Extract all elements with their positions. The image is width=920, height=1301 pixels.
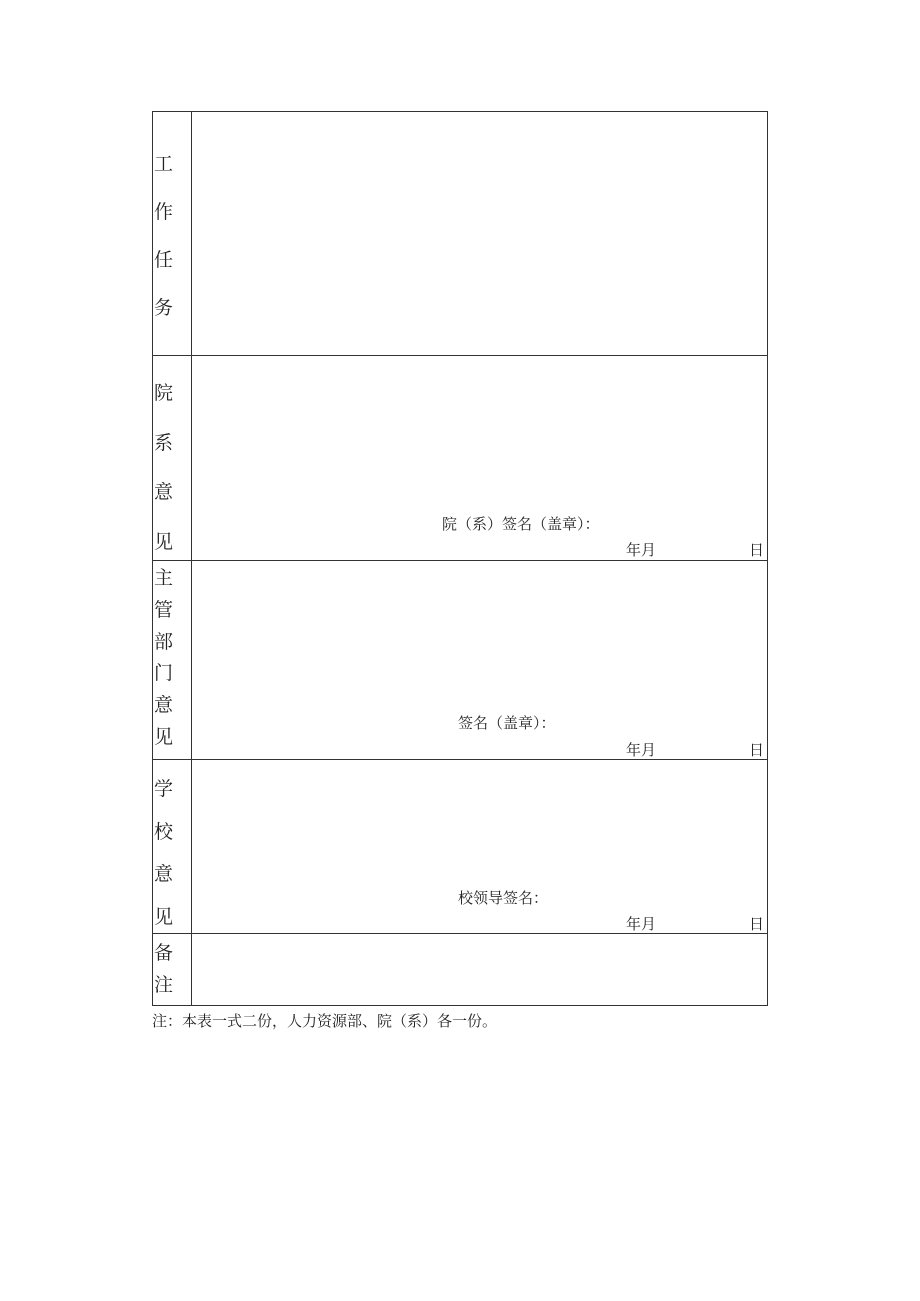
label-char: 部 (154, 630, 174, 653)
school-leader-signature-label: 校领导签名： (458, 889, 549, 907)
remarks-field[interactable] (192, 934, 767, 1005)
label-char: 校 (154, 820, 174, 843)
label-char: 意 (154, 863, 174, 886)
label-char: 工 (154, 152, 174, 175)
label-char: 学 (154, 778, 174, 800)
footnote: 注：本表一式二份，人力资源部、院（系）各一份。 (152, 1012, 498, 1030)
label-department-opinion (153, 356, 192, 560)
label-char: 见 (154, 905, 174, 928)
supervisor-opinion-field[interactable] (192, 561, 767, 759)
department-signature-label: 院（系）签名（盖章）： (442, 515, 600, 533)
label-char: 见 (154, 725, 174, 748)
label-char: 见 (154, 530, 174, 553)
label-char: 意 (154, 481, 174, 504)
label-char: 主 (154, 567, 174, 589)
row-supervisor-opinion (153, 560, 767, 759)
date-year-month-label: 年月 (626, 541, 657, 559)
label-char: 注 (154, 973, 174, 996)
label-work-task (153, 112, 192, 355)
label-char: 务 (154, 297, 174, 320)
date-day-label: 日 (749, 915, 765, 933)
label-supervisor-opinion (153, 561, 192, 759)
label-char: 系 (154, 431, 174, 454)
label-char: 意 (154, 694, 174, 717)
label-char: 备 (154, 942, 174, 965)
row-remarks (153, 933, 767, 1005)
label-char: 作 (154, 200, 174, 223)
label-char: 门 (154, 662, 174, 685)
date-year-month-label: 年月 (626, 915, 657, 933)
row-school-opinion (153, 759, 767, 933)
work-task-field[interactable] (192, 112, 767, 355)
date-day-label: 日 (749, 741, 765, 759)
label-remarks (153, 934, 192, 1005)
date-day-label: 日 (749, 541, 765, 559)
department-opinion-field[interactable] (192, 356, 767, 560)
school-opinion-field[interactable] (192, 760, 767, 933)
row-department-opinion (153, 355, 767, 560)
supervisor-signature-label: 签名（盖章）： (458, 714, 556, 732)
date-year-month-label: 年月 (626, 741, 657, 759)
label-char: 管 (154, 598, 174, 621)
label-char: 任 (154, 249, 174, 272)
label-school-opinion (153, 760, 192, 933)
approval-form-table (152, 111, 768, 1006)
row-work-task (153, 112, 767, 355)
label-char: 院 (154, 382, 174, 404)
